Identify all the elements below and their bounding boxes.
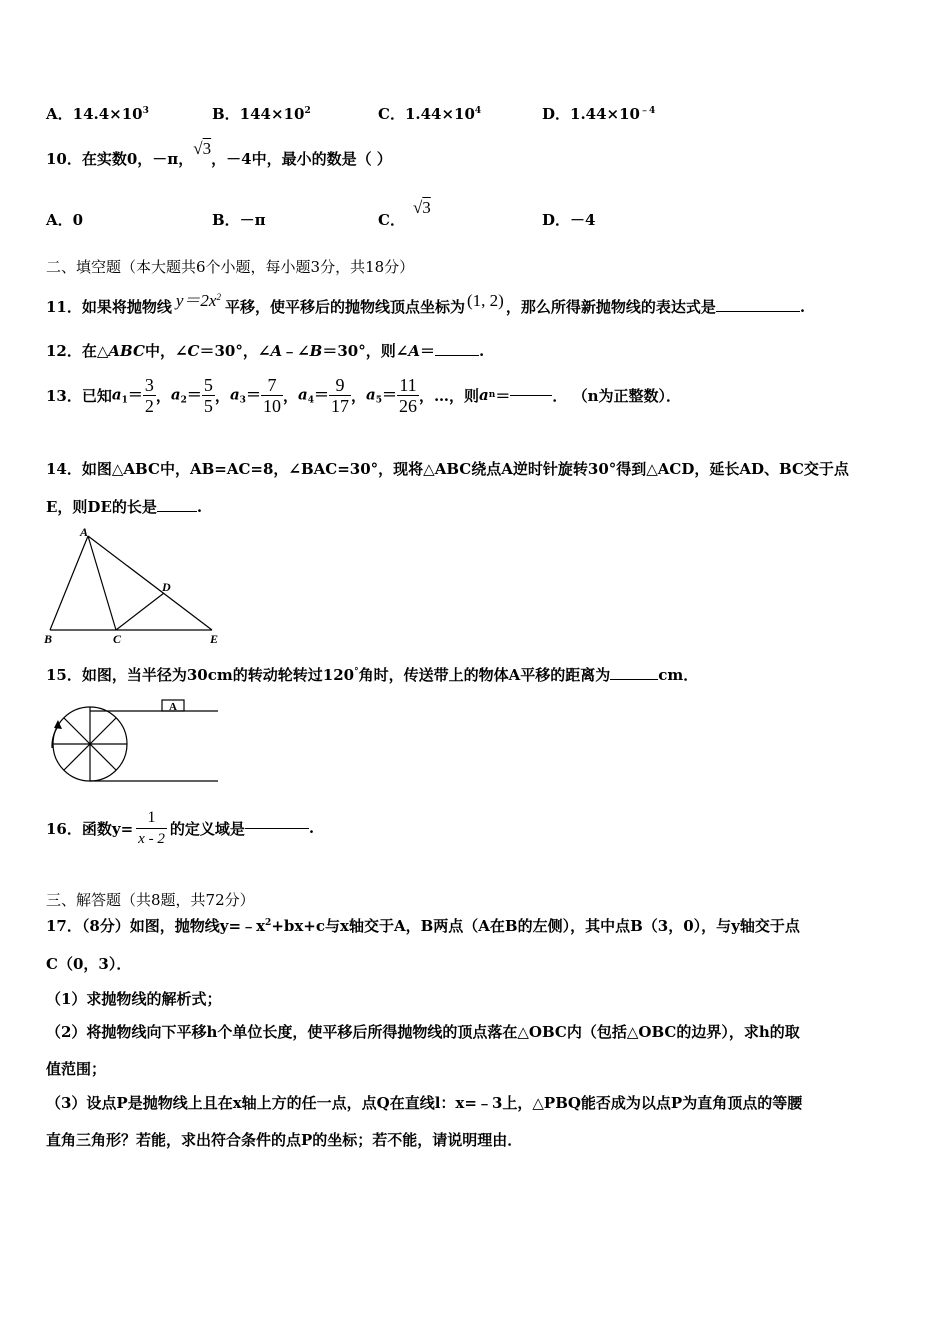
- label-e: E: [210, 632, 219, 646]
- q10-option-c: C．√3: [378, 198, 431, 229]
- q15-stem: 15．如图，当半径为30cm的转动轮转过120°角时，传送带上的物体A平移的距离为 cm．: [46, 666, 699, 684]
- q17-line2: C（0，3）．: [46, 955, 132, 973]
- section-2-title: 二、填空题（本大题共6个小题，每小题3分，共18分）: [46, 258, 415, 276]
- label-b: B: [44, 632, 53, 646]
- q14-line2: E，则DE的长是 .: [46, 498, 203, 516]
- label-c: C: [113, 632, 122, 646]
- q17-part1: （1）求抛物线的解析式；: [46, 990, 222, 1008]
- answer-blank[interactable]: [435, 355, 479, 356]
- triangle-figure: [40, 522, 230, 650]
- svg-text:A: A: [169, 701, 177, 713]
- q10-option-a: A．0: [46, 211, 84, 229]
- sqrt-three: √3: [193, 139, 212, 158]
- q9-option-a: A．$14.4\times 10^3$: [46, 105, 149, 123]
- q17-part3-line2: 直角三角形？若能，求出符合条件的点P的坐标；若不能，请说明理由．: [46, 1131, 523, 1149]
- q17-part2-line1: （2）将抛物线向下平移h个单位长度，使平移后所得抛物线的顶点落在△OBC内（包括△OBC的边界），求h的取: [46, 1023, 800, 1041]
- q9-option-b: B．$144\times 10^2$: [212, 105, 311, 123]
- q17-part3-line1: （3）设点P是抛物线上且在x轴上方的任一点，点Q在直线l：x=﹣3上，△PBQ能否成为以点P为直角顶点的等腰: [46, 1094, 803, 1112]
- q10-stem: 10．在实数0，－π，√3，－4中，最小的数是（ ）: [46, 139, 392, 168]
- q10-option-b: B．－π: [212, 211, 266, 229]
- q13-stem: 13．已知 $a_1=$ $\frac{3}{2}$ ， $a_2=$ $\frac{5}{5}$ ， $a_3=$ $\frac{7}{10}$ ， $a_4=$ $\frac{9}{17}$ ， $a_5=$ $\frac{11}{26}$ ，…，则 a n ＝ ． （n为正整数）．: [46, 374, 681, 416]
- answer-blank[interactable]: [716, 311, 800, 312]
- segment-ac: [88, 536, 116, 630]
- q11-stem: 11．如果将抛物线 $y=2x^2$平移，使平移后的抛物线顶点坐标为 (1, 2) ，那么所得新抛物线的表达式是 .: [46, 291, 806, 316]
- segment-ae: [88, 536, 212, 630]
- section-3-title: 三、解答题（共8题，共72分）: [46, 891, 255, 909]
- term-a5: $a_5=$ $\frac{11}{26}$: [366, 374, 418, 416]
- label-d: D: [162, 580, 171, 594]
- q14-line1: 14．如图△ABC中，AB=AC=8，∠BAC=30°，现将△ABC绕点A逆时针旋转30°得到△ACD，延长AD、BC交于点: [46, 460, 849, 478]
- answer-blank[interactable]: [610, 679, 658, 680]
- q9-option-d: D．$1.44\times 10^{﹣4}$: [542, 105, 656, 123]
- q17-line1: 17．（8分）如图，抛物线$y=﹣x^2+bx+c$与x轴交于A，B两点（A在B的左侧），其中点B（3，0），与y轴交于点: [46, 917, 800, 935]
- segment-ab: [50, 536, 88, 630]
- answer-blank[interactable]: [510, 395, 552, 396]
- conveyor-figure: [44, 696, 224, 786]
- q17-part2-line2: 值范围；: [46, 1060, 107, 1078]
- label-a: A: [80, 525, 89, 539]
- q16-stem: 16．函数y= $\frac{1}{x - 2}$ 的定义域是 .: [46, 808, 315, 847]
- term-a4: $a_4=$ $\frac{9}{17}$: [297, 374, 349, 416]
- term-a3: $a_3=$ $\frac{7}{10}$: [229, 374, 281, 416]
- q12-stem: 12．在△ABC中，∠C＝30°，∠A﹣∠B＝30°，则∠A＝ .: [46, 342, 485, 360]
- q9-option-c: C．$1.44\times 10^4$: [378, 105, 482, 123]
- q11-expression: $y=2x^2$: [175, 291, 221, 310]
- answer-blank[interactable]: [245, 828, 309, 829]
- term-a2: $a_2=$ $\frac{5}{5}$: [170, 374, 213, 416]
- segment-cd: [116, 593, 164, 630]
- term-a1: $a_1=$ $\frac{3}{2}$: [111, 374, 154, 416]
- q10-option-d: D．－4: [542, 211, 596, 229]
- answer-blank[interactable]: [157, 511, 197, 512]
